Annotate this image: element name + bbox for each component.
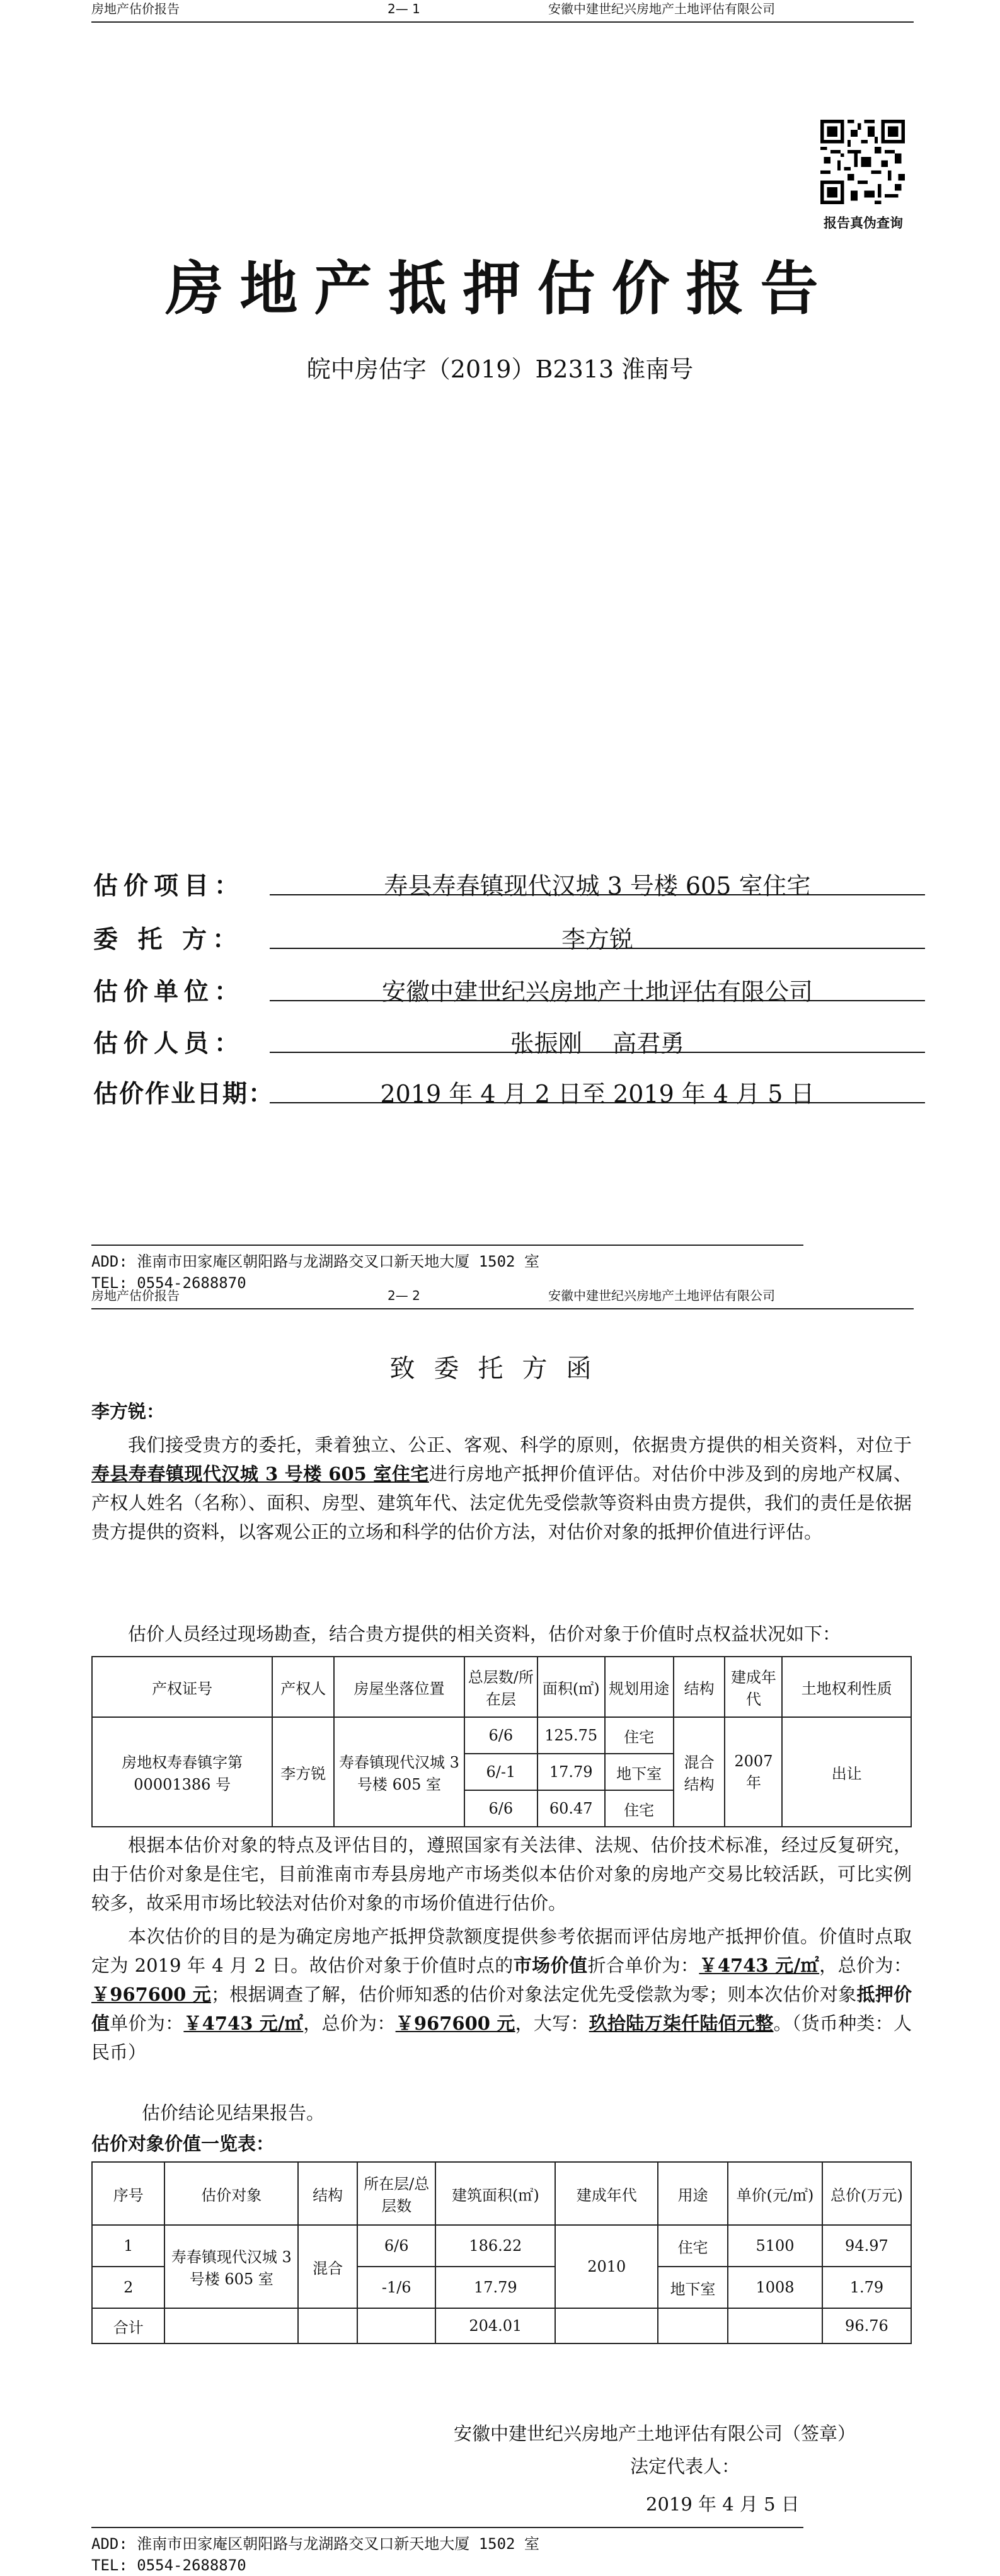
header-doc-type: 房地产估价报告 [91,1,180,16]
text: 本次估价的目的是为确定房地产抵押贷款额度提供参考依据而评估房地产抵押价值。价值时点取定为 2019 年 4 月 2 日。故估价对象于价值时点的 [91,1926,912,1976]
total-price-cell: 94.97 [822,2225,911,2267]
area-cell: 186.22 [435,2225,555,2267]
empty-cell [357,2308,435,2343]
field-label: 估价单位： [93,978,245,1006]
header-cell: 房屋坐落位置 [334,1657,464,1717]
use-cell: 住宅 [658,2225,728,2267]
text: ，大写： [515,2013,589,2034]
field-label: 委 托 方： [93,926,243,954]
floors-cell: 6/-1 [464,1754,537,1790]
header-cell: 结构 [674,1657,725,1717]
land-rights-cell: 出让 [782,1717,911,1827]
field-project [93,866,925,902]
footer-rule [91,1245,803,1246]
header-cell: 建成年代 [555,2162,658,2225]
footer-tel: TEL: 0554-2688870 [91,1274,246,1292]
text: 折合单价为： [587,1955,699,1976]
floors-cell: 6/6 [464,1790,537,1827]
year-cell: 2010 [555,2225,658,2308]
field-value: 寿县寿春镇现代汉城 3 号楼 605 室住宅 [384,872,811,900]
header-cell: 建成年代 [725,1657,782,1717]
qr-caption: 报告真伪查询 [824,216,903,231]
field-appraisers [93,1024,925,1059]
market-total-price: ￥967600 元 [91,1984,211,2005]
text: 单价为： [110,2013,184,2034]
footer-tel: TEL: 0554-2688870 [91,2556,246,2574]
text: ，总价为： [819,1955,912,1976]
page-header [91,0,914,23]
letter-paragraph-5: 估价结论见结果报告。 [142,2102,325,2124]
qr-code-icon[interactable] [820,120,905,204]
amount-in-words: 玖拾陆万柒仟陆佰元整 [589,2013,774,2034]
letter-paragraph-2: 估价人员经过现场勘查，结合贵方提供的相关资料，估价对象于价值时点权益状况如下： [128,1623,841,1645]
field-label: 估价人员： [93,1030,245,1058]
field-label: 估价作业日期： [93,1080,275,1108]
mortgage-total-price: ￥967600 元 [395,2013,515,2034]
footer-address: ADD: 淮南市田家庵区朝阳路与龙湖路交叉口新天地大厦 1502 室 [91,2535,539,2553]
area-cell: 125.75 [537,1717,605,1754]
signature-company: 安徽中建世纪兴房地产土地评估有限公司（签章） [454,2423,856,2444]
object-cell: 寿春镇现代汉城 3 号楼 605 室 [164,2225,298,2308]
use-cell: 地下室 [605,1754,674,1790]
field-unit [93,972,925,1008]
field-label: 估价项目： [93,872,245,900]
empty-cell [298,2308,357,2343]
text: 进行房地产抵押价值评估。对估价中涉及到的房地产权属、产权人姓名（名称）、面积、房型、建筑年代、法定优先受偿款等资料由贵方提供，我们的责任是依据贵方提供的资料，以客观公正的立场和科学的估价方法，对估价对象的抵押价值进行评估。 [91,1463,912,1543]
no-cell: 2 [92,2267,164,2308]
page-footer [91,2527,803,2576]
field-value: 安徽中建世纪兴房地产土地评估有限公司 [381,978,813,1006]
header-cell: 规划用途 [605,1657,674,1717]
use-cell: 住宅 [605,1790,674,1827]
mortgage-value-term: 抵押价值 [91,1984,912,2034]
header-page-number: 2— 1 [388,1,420,16]
header-cell: 产权人 [272,1657,334,1717]
area-cell: 17.79 [537,1754,605,1790]
field-value: 2019 年 4 月 2 日至 2019 年 4 月 5 日 [380,1080,815,1108]
header-cell: 所在层/总层数 [357,2162,435,2225]
structure-cell: 混合 [298,2225,357,2308]
header-cell: 面积(㎡) [537,1657,605,1717]
empty-cell [728,2308,822,2343]
footer-address: ADD: 淮南市田家庵区朝阳路与龙湖路交叉口新天地大厦 1502 室 [91,1253,539,1270]
header-cell: 土地权利性质 [782,1657,911,1717]
header-cell: 用途 [658,2162,728,2225]
mortgage-unit-price: ￥4743 元/㎡ [183,2013,304,2034]
letter-paragraph-4 [91,1922,912,2067]
header-cell: 总层数/所在层 [464,1657,537,1717]
text: ，总价为： [303,2013,396,2034]
underline [270,894,925,895]
table-row [92,2225,911,2267]
letter-paragraph-1 [91,1430,912,1546]
market-unit-price: ￥4743 元/㎡ [699,1955,820,1976]
field-value: 李方锐 [561,926,633,953]
header-cell: 产权证号 [92,1657,272,1717]
text: 。（货币种类：人民币） [91,2013,912,2063]
value-list-table [91,2161,912,2344]
page-header [91,1287,914,1309]
sum-area-cell: 204.01 [435,2308,555,2343]
field-client [93,920,925,955]
header-company: 安徽中建世纪兴房地产土地评估有限公司 [548,1,775,16]
underline [270,1052,925,1053]
header-page-number: 2— 2 [388,1288,420,1303]
unit-price-cell: 1008 [728,2267,822,2308]
owner-cell: 李方锐 [272,1717,334,1827]
table-row [92,1717,911,1754]
table-header-row [92,1657,911,1717]
field-value: 张振刚 高君勇 [510,1030,685,1057]
document-number: 皖中房估字（2019）B2313 淮南号 [306,355,694,383]
letter-salutation: 李方锐： [91,1401,165,1422]
underline [270,1102,925,1103]
property-address: 寿县寿春镇现代汉城 3 号楼 605 室住宅 [91,1463,429,1485]
header-cell: 单价(元/㎡) [728,2162,822,2225]
floors-cell: 6/6 [464,1717,537,1754]
no-cell: 1 [92,2225,164,2267]
area-cell: 60.47 [537,1790,605,1827]
unit-price-cell: 5100 [728,2225,822,2267]
underline [270,948,925,949]
letter-paragraph-3: 根据本估价对象的特点及评估目的，遵照国家有关法律、法规、估价技术标准，经过反复研究，由于估价对象是住宅，目前淮南市寿县房地产市场类似本估价对象的房地产交易比较活跃，可比实例较多，故采用市场比较法对估价对象的市场价值进行估价。 [91,1834,912,1914]
market-value-term: 市场价值 [513,1955,588,1976]
header-cell: 序号 [92,2162,164,2225]
rights-status-table [91,1656,912,1827]
use-cell: 住宅 [605,1717,674,1754]
header-cell: 结构 [298,2162,357,2225]
header-cell: 总价(万元) [822,2162,911,2225]
use-cell: 地下室 [658,2267,728,2308]
empty-cell [658,2308,728,2343]
report-title: 房地产抵押估价报告 [165,255,835,323]
total-price-cell: 1.79 [822,2267,911,2308]
table-header-row [92,2162,911,2225]
signature-representative: 法定代表人： [630,2456,740,2477]
empty-cell [555,2308,658,2343]
table-total-row [92,2308,911,2343]
text: ；根据调查了解，估价师知悉的估价对象法定优先受偿款为零；则本次估价对象 [210,1984,857,2005]
field-date [93,1074,925,1110]
header-cell: 建筑面积(㎡) [435,2162,555,2225]
header-cell: 估价对象 [164,2162,298,2225]
header-doc-type: 房地产估价报告 [91,1288,180,1303]
year-cell: 2007 年 [725,1717,782,1827]
cert-number-cell: 房地权寿春镇字第 00001386 号 [92,1717,272,1827]
sum-label-cell: 合计 [92,2308,164,2343]
empty-cell [164,2308,298,2343]
value-list-title: 估价对象价值一览表： [91,2133,275,2154]
location-cell: 寿春镇现代汉城 3 号楼 605 室 [334,1717,464,1827]
text: 我们接受贵方的委托，秉着独立、公正、客观、科学的原则，依据贵方提供的相关资料，对位于 [128,1434,912,1456]
header-company: 安徽中建世纪兴房地产土地评估有限公司 [548,1288,775,1303]
floor-cell: -1/6 [357,2267,435,2308]
letter-title: 致委托方函 [389,1354,611,1383]
structure-cell: 混合结构 [674,1717,725,1827]
area-cell: 17.79 [435,2267,555,2308]
footer-rule [91,2527,803,2528]
sum-total-cell: 96.76 [822,2308,911,2343]
underline [270,1000,925,1001]
floor-cell: 6/6 [357,2225,435,2267]
signature-date: 2019 年 4 月 5 日 [646,2493,800,2515]
